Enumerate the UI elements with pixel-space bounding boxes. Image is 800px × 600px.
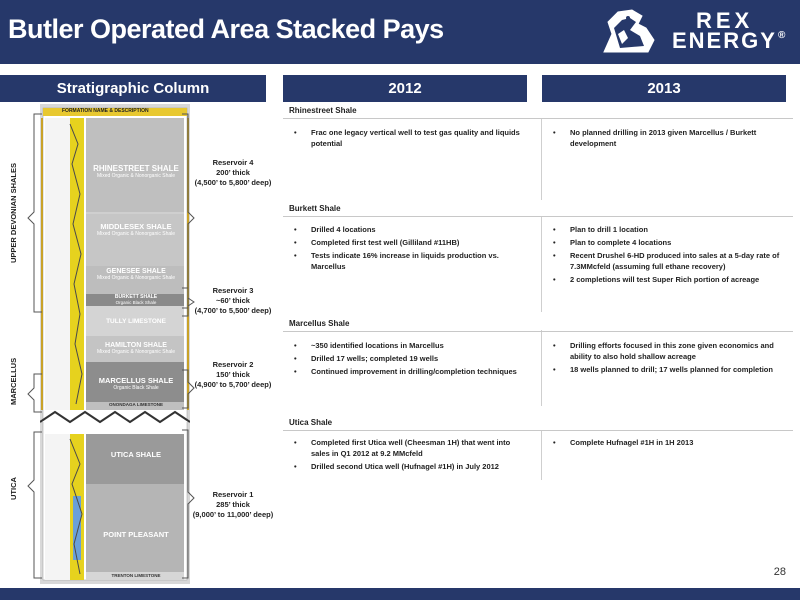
row-title-burkett: Burkett Shale <box>289 204 341 213</box>
row-title-marcellus: Marcellus Shale <box>289 319 350 328</box>
formation-desc: Organic Black Shale <box>113 385 159 391</box>
list-item: • Completed first test well (Gilliland #11HB) <box>289 237 529 248</box>
row-rule <box>283 430 793 431</box>
year-column-divider <box>541 330 542 406</box>
list-item: • Frac one legacy vertical well to test gas quality and liquids potential <box>289 127 529 149</box>
formation-burkett <box>88 294 184 305</box>
rhinestreet-2013-list <box>548 127 788 151</box>
side-label-utica: UTICA <box>9 477 18 500</box>
year-column-divider <box>541 430 542 480</box>
formation-name: GENESEE SHALE <box>106 268 166 275</box>
header-bar <box>0 0 800 64</box>
row-title-utica: Utica Shale <box>289 418 333 427</box>
formation-name: MARCELLUS SHALE <box>98 376 174 385</box>
reservoir-1-note <box>188 490 278 520</box>
rex-energy-logo <box>598 4 798 60</box>
formation-tully <box>88 318 184 325</box>
formation-name: HAMILTON SHALE <box>105 342 167 349</box>
list-item: • Drilled 4 locations <box>289 224 529 235</box>
list-item: • Drilled second Utica well (Hufnagel #1H) in July 2012 <box>289 461 529 472</box>
formation-name: TULLY LIMESTONE <box>106 318 166 325</box>
row-rule <box>283 331 793 332</box>
reservoir-2-note <box>188 360 278 390</box>
formation-point-pleasant: POINT PLEASANT <box>103 530 169 539</box>
side-brackets <box>20 112 44 582</box>
formation-name: BURKETT SHALE <box>114 294 158 300</box>
year-2012-header: 2012 <box>283 75 527 102</box>
year-column-divider <box>541 118 542 200</box>
reservoir-thickness: 200’ thick <box>216 168 250 177</box>
reservoir-4-note <box>188 158 278 188</box>
formation-name: RHINESTREET SHALE <box>93 164 179 173</box>
list-item: • Continued improvement in drilling/completion techniques <box>289 366 529 377</box>
list-item: • Recent Drushel 6-HD produced into sales at a 5-day rate of 7.3MMcfeld (assuming full ethane recovery) <box>548 250 788 272</box>
list-item: • 2 completions will test Super Rich portion of acreage <box>548 274 788 285</box>
formation-trenton: TRENTON LIMESTONE <box>111 573 161 578</box>
marcellus-2013-list <box>548 340 788 377</box>
year-column-divider <box>541 216 542 312</box>
reservoir-name: Reservoir 1 <box>212 490 254 499</box>
formation-header-label: FORMATION NAME & DESCRIPTION <box>62 108 149 114</box>
reservoir-thickness: 285’ thick <box>216 500 250 509</box>
reservoir-depth: (4,900’ to 5,700’ deep) <box>194 380 272 389</box>
list-item: • Drilling efforts focused in this zone given economics and ability to also hold shallow acreage <box>548 340 788 362</box>
formation-hamilton <box>88 342 184 355</box>
reservoir-3-note <box>188 286 278 316</box>
formation-middlesex <box>88 222 184 237</box>
logo-rex: REX <box>696 8 754 33</box>
year-2013-header: 2013 <box>542 75 786 102</box>
row-title-rhinestreet: Rhinestreet Shale <box>289 106 357 115</box>
page-number: 28 <box>773 566 786 578</box>
utica-2012-list <box>289 437 529 474</box>
list-item: • Tests indicate 16% increase in liquids production vs. Marcellus <box>289 250 529 272</box>
row-rule <box>283 118 793 119</box>
formation-desc: Mixed Organic & Nonorganic Shale <box>96 231 176 237</box>
list-item: • No planned drilling in 2013 given Marcellus / Burkett development <box>548 127 788 149</box>
header-rule <box>0 64 800 67</box>
reservoir-name: Reservoir 2 <box>212 360 254 369</box>
burkett-2012-list <box>289 224 529 274</box>
list-item: • Plan to complete 4 locations <box>548 237 788 248</box>
utica-2013-list <box>548 437 788 450</box>
page-title: Butler Operated Area Stacked Pays <box>8 14 444 44</box>
formation-desc: Mixed Organic & Nonorganic Shale <box>96 275 176 281</box>
logo-registered-mark: ® <box>778 30 786 41</box>
stratigraphic-column-header: Stratigraphic Column <box>0 75 266 102</box>
formation-name: MIDDLESEX SHALE <box>100 222 172 231</box>
reservoir-depth: (4,700’ to 5,500’ deep) <box>194 306 272 315</box>
side-label-marcellus: MARCELLUS <box>9 357 18 405</box>
list-item: • ~350 identified locations in Marcellus <box>289 340 529 351</box>
dinosaur-logo-icon <box>598 4 660 60</box>
marcellus-2012-list <box>289 340 529 379</box>
reservoir-depth: (4,500’ to 5,800’ deep) <box>194 178 272 187</box>
reservoir-thickness: 150’ thick <box>216 370 250 379</box>
formation-utica: UTICA SHALE <box>110 450 162 459</box>
formation-desc: Organic Black Shale <box>115 300 157 305</box>
formation-desc: Mixed Organic & Nonorganic Shale <box>96 173 176 179</box>
list-item: • Plan to drill 1 location <box>548 224 788 235</box>
reservoir-thickness: ~60’ thick <box>216 296 250 305</box>
list-item: • Complete Hufnagel #1H in 1H 2013 <box>548 437 788 448</box>
formation-desc: Mixed Organic & Nonorganic Shale <box>96 349 176 355</box>
logo-energy: ENERGY <box>672 28 777 53</box>
side-label-upper-devonian: UPPER DEVONIAN SHALES <box>9 162 18 263</box>
rhinestreet-2012-list <box>289 127 529 151</box>
formation-marcellus <box>88 376 184 391</box>
burkett-2013-list <box>548 224 788 287</box>
list-item: • 18 wells planned to drill; 17 wells planned for completion <box>548 364 788 375</box>
list-item: • Drilled 17 wells; completed 19 wells <box>289 353 529 364</box>
footer-bar <box>0 588 800 600</box>
formation-rhinestreet <box>88 164 184 179</box>
reservoir-name: Reservoir 3 <box>212 286 254 295</box>
formation-onondaga: ONONDAGA LIMESTONE <box>108 402 163 407</box>
reservoir-depth: (9,000’ to 11,000’ deep) <box>192 510 274 519</box>
row-rule <box>283 216 793 217</box>
formation-genesee <box>88 268 184 281</box>
reservoir-name: Reservoir 4 <box>212 158 254 167</box>
list-item: • Completed first Utica well (Cheesman 1H) that went into sales in Q1 2012 at 9.2 MMcfeld <box>289 437 529 459</box>
